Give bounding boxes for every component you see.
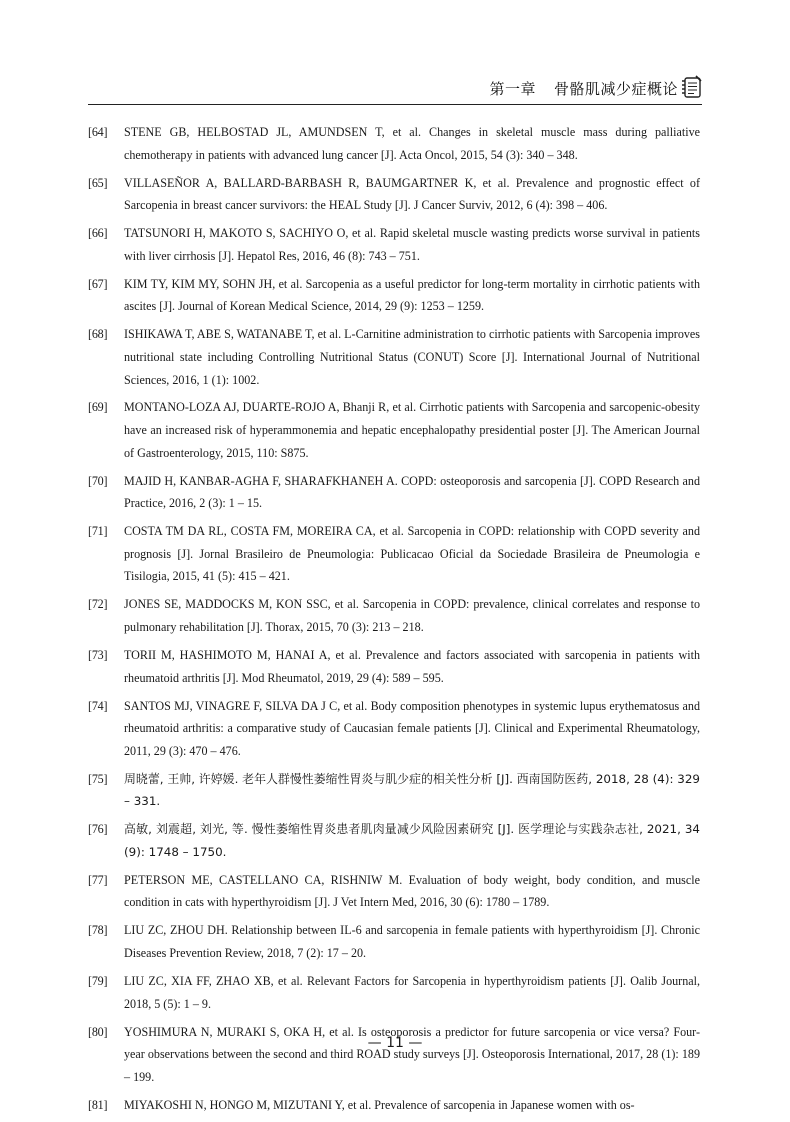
reference-text: ISHIKAWA T, ABE S, WATANABE T, et al. L-Carnitine administration to cirrhotic patients with Sarcopenia improves nutritional state including Controlling Nutritional Status (CONUT) Score [J]. International Journal of Nutritional Sciences, 2016, 1 (1): 1002. [124,327,700,387]
header-rule [88,104,702,105]
reference-item [88,1094,700,1117]
reference-text: PETERSON ME, CASTELLANO CA, RISHNIW M. Evaluation of body weight, body condition, and muscle condition in cats with hyperthyroidism [J]. J Vet Intern Med, 2016, 30 (6): 1780 – 1789. [124,872,700,910]
reference-number: [72] [88,597,108,612]
reference-item [88,396,700,464]
reference-item [88,323,700,391]
reference-number: [78] [88,923,108,938]
reference-item [88,222,700,267]
reference-text: LIU ZC, ZHOU DH. Relationship between IL-6 and sarcopenia in female patients with hyperthyroidism [J]. Chronic Diseases Prevention Review, 2018, 7 (2): 17 – 20. [124,923,700,961]
reference-item [88,768,700,813]
reference-number: [74] [88,698,108,713]
reference-text: 高敏, 刘震超, 刘光, 等. 慢性萎缩性胃炎患者肌肉量减少风险因素研究 [J]. 医学理论与实践杂志社, 2021, 34 (9): 1748 – 1750. [124,822,700,859]
reference-number: [69] [88,400,108,415]
chapter-title: 骨骼肌减少症概论 [553,80,678,98]
page-number: — 11 — [367,1035,423,1051]
reference-item [88,869,700,914]
reference-item [88,121,700,166]
reference-text: LIU ZC, XIA FF, ZHAO XB, et al. Relevant Factors for Sarcopenia in hyperthyroidism patients [J]. Oalib Journal, 2018, 5 (5): 1 – 9. [124,974,700,1011]
reference-item [88,919,700,964]
reference-item [88,1021,700,1089]
reference-text: 周晓蕾, 王帅, 许婷媛. 老年人群慢性萎缩性胃炎与肌少症的相关性分析 [J]. 西南国防医药, 2018, 28 (4): 329 – 331. [124,771,700,809]
reference-number: [79] [88,974,108,989]
reference-item [88,644,700,689]
reference-number: [65] [88,175,108,190]
chapter-label: 第一章 [489,80,536,98]
reference-number: [81] [88,1097,108,1112]
reference-list [88,121,700,1122]
reference-text: COSTA TM DA RL, COSTA FM, MOREIRA CA, et al. Sarcopenia in COPD: relationship with COPD severity and prognosis [J]. Jornal Brasileiro de Pneumologia: Publicacao Oficial da Sociedade Brasileira de Pneumologia e Tisilogia, 2015, 41 (5): 415 – 421. [124,524,700,584]
reference-text: MIYAKOSHI N, HONGO M, MIZUTANI Y, et al. Prevalence of sarcopenia in Japanese women with os- [124,1097,635,1112]
reference-number: [70] [88,473,108,488]
reference-number: [80] [88,1024,108,1039]
reference-number: [64] [88,125,108,139]
reference-text: KIM TY, KIM MY, SOHN JH, et al. Sarcopenia as a useful predictor for long-term mortality in cirrhotic patients with ascites [J]. Journal of Korean Medical Science, 2014, 29 (9): 1253 – 1259. [124,276,700,314]
reference-number: [67] [88,276,108,291]
notebook-icon [680,75,702,99]
reference-number: [71] [88,524,108,539]
reference-item [88,172,700,217]
reference-text: VILLASEÑOR A, BALLARD-BARBASH R, BAUMGARTNER K, et al. Prevalence and prognostic effect of Sarcopenia in breast cancer survivors: the HEAL Study [J]. J Cancer Surviv, 2012, 6 (4): 398 – 406. [124,175,700,213]
reference-number: [75] [88,771,108,786]
reference-number: [76] [88,822,108,837]
chapter-header-title [489,78,678,99]
reference-item [88,593,700,638]
reference-text: SANTOS MJ, VINAGRE F, SILVA DA J C, et al. Body composition phenotypes in systemic lupus erythematosus and rheumatoid arthritis: a comparative study of Caucasian female patients [J]. Clinical and Experimental Rheumatology, 2011, 29 (3): 470 – 476. [124,698,700,758]
reference-text: MAJID H, KANBAR-AGHA F, SHARAFKHANEH A. COPD: osteoporosis and sarcopenia [J]. COPD Research and Practice, 2016, 2 (3): 1 – 15. [124,473,700,511]
reference-text: TORII M, HASHIMOTO M, HANAI A, et al. Prevalence and factors associated with sarcopenia in patients with rheumatoid arthritis [J]. Mod Rheumatol, 2019, 29 (4): 589 – 595. [124,647,700,685]
reference-number: [66] [88,226,108,241]
running-header [0,60,790,104]
reference-text: JONES SE, MADDOCKS M, KON SSC, et al. Sarcopenia in COPD: prevalence, clinical correlates and response to pulmonary rehabilitation [J]. Thorax, 2015, 70 (3): 213 – 218. [124,597,700,634]
reference-item [88,273,700,318]
reference-text: YOSHIMURA N, MURAKI S, OKA H, et al. Is osteoporosis a predictor for future sarcopenia or vice versa? Four-year observations between the second and third ROAD study surveys [J]. Osteoporosis International, 2017, 28 (1): 189 – 199. [124,1024,700,1084]
reference-text: TATSUNORI H, MAKOTO S, SACHIYO O, et al. Rapid skeletal muscle wasting predicts worse survival in patients with liver cirrhosis [J]. Hepatol Res, 2016, 46 (8): 743 – 751. [124,226,700,263]
reference-number: [77] [88,872,108,887]
reference-item [88,520,700,588]
reference-text: MONTANO-LOZA AJ, DUARTE-ROJO A, Bhanji R, et al. Cirrhotic patients with Sarcopenia and sarcopenic-obesity have an increased risk of hyperammonemia and hepatic encephalopathy presidential poster [J]. The American Journal of Gastroenterology, 2015, 110: S875. [124,400,700,460]
reference-text: STENE GB, HELBOSTAD JL, AMUNDSEN T, et al. Changes in skeletal muscle mass during palliative chemotherapy in patients with advanced lung cancer [J]. Acta Oncol, 2015, 54 (3): 340 – 348. [124,125,700,162]
reference-item [88,970,700,1015]
reference-number: [68] [88,327,108,342]
reference-number: [73] [88,647,108,662]
reference-item [88,470,700,515]
reference-item [88,695,700,763]
reference-item [88,818,700,863]
